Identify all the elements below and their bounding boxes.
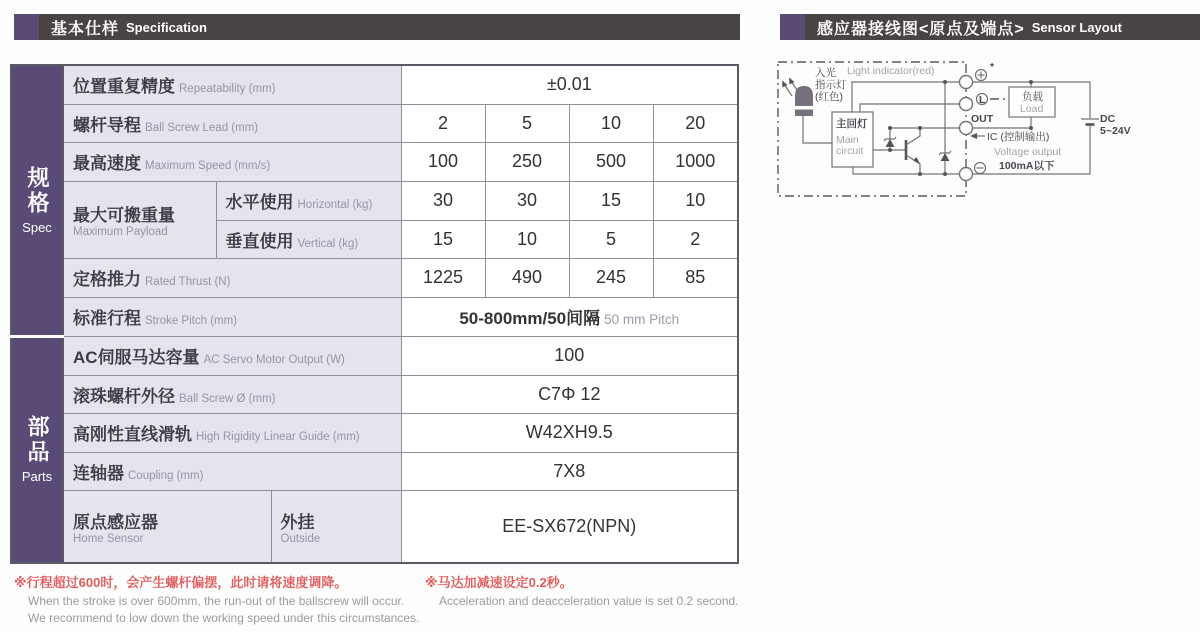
value-thrust-2: 490 — [485, 258, 569, 297]
label-en: Coupling (mm) — [128, 469, 204, 482]
footnote-en-line1: Acceleration and deacceleration value is set 0.2 second. — [439, 594, 739, 608]
label-en: Stroke Pitch (mm) — [145, 315, 238, 327]
sensor-header-bar — [805, 14, 1200, 40]
value-coupling: 7X8 — [401, 452, 738, 490]
label-en: AC Servo Motor Output (W) — [203, 354, 345, 366]
footnote-zh: ※行程超过600时，会产生螺杆偏摆，此时请将速度调降。 — [14, 575, 348, 590]
footnote-en-line2: We recommend to low down the working speed under this circumstances. — [28, 611, 420, 625]
current-limit-label: 100mA以下 — [999, 160, 1055, 172]
label-en: Home Sensor — [73, 532, 144, 545]
spec-section-header — [14, 14, 740, 40]
main-circuit-en2: circuit — [836, 145, 864, 157]
specification-table — [10, 64, 739, 564]
label-coupling — [63, 452, 401, 490]
section-parts — [11, 336, 63, 563]
value-speed-2: 250 — [485, 142, 569, 181]
section-spec — [11, 65, 63, 336]
label-zh: 连轴器 — [73, 463, 124, 483]
ic-label: IC (控制输出) — [987, 131, 1050, 143]
value-vertical-3: 5 — [569, 220, 653, 258]
led-label-line3: (红色) — [815, 91, 843, 103]
led-label-line2: 指示灯 — [815, 79, 847, 91]
label-rated-thrust — [63, 258, 401, 297]
label-en: Outside — [280, 532, 321, 545]
dc-range-label: 5~24V — [1100, 125, 1131, 137]
out-label: OUT — [971, 113, 994, 125]
load-en: Load — [1020, 103, 1044, 115]
table-row — [11, 336, 738, 375]
label-max-speed — [63, 142, 401, 181]
value-lead-3: 10 — [569, 104, 653, 142]
footnote-stroke-runout — [14, 572, 419, 625]
ic-arrow-icon — [970, 133, 985, 139]
value-horizontal-1: 30 — [401, 181, 485, 220]
table-row — [11, 65, 738, 104]
section-parts-en: Parts — [21, 469, 53, 485]
label-zh: 高刚性直线滑轨 — [73, 425, 192, 444]
accent-square — [780, 14, 805, 40]
label-zh: 定格推力 — [73, 270, 141, 289]
value-speed-4: 1000 — [653, 142, 738, 181]
load-zh: 负载 — [1022, 91, 1043, 103]
asterisk: * — [990, 61, 995, 73]
main-circuit-en1: Main — [836, 134, 859, 146]
sensor-header-title-zh: 感应器接线图<原点及端点> — [817, 20, 1025, 38]
stroke-value-en: 50 mm Pitch — [604, 312, 680, 327]
value-stroke-pitch — [401, 297, 738, 336]
table-row — [11, 375, 738, 413]
spec-header-title-zh: 基本仕样 — [51, 20, 120, 38]
label-en: Vertical (kg) — [297, 237, 359, 250]
label-zh: 最高速度 — [73, 154, 141, 173]
label-repeatability — [63, 65, 401, 104]
label-zh: 外挂 — [280, 512, 315, 532]
value-linear-guide: W42XH9.5 — [401, 413, 738, 452]
table-row — [11, 297, 738, 336]
value-home-sensor: EE-SX672(NPN) — [401, 490, 738, 563]
label-vertical — [216, 220, 401, 258]
label-en: Maximum Speed (mm/s) — [145, 160, 271, 172]
footnote-zh: ※马达加减速设定0.2秒。 — [425, 575, 573, 590]
table-row — [11, 258, 738, 297]
table-row — [11, 142, 738, 181]
spec-header-bar — [39, 14, 740, 40]
label-zh: 原点感应器 — [73, 512, 158, 532]
section-spec-en: Spec — [22, 219, 52, 235]
value-horizontal-2: 30 — [485, 181, 569, 220]
light-indicator-label: Light indicator(red) — [847, 65, 935, 77]
footnote-en-line1: When the stroke is over 600mm, the run-out of the ballscrew will occur. — [28, 594, 405, 608]
table-row — [11, 490, 738, 563]
label-outside — [271, 490, 401, 563]
stroke-value-zh: 50-800mm/50间隔 — [459, 309, 601, 328]
label-zh: 垂直使用 — [225, 231, 294, 251]
label-en: Repeatability (mm) — [179, 83, 276, 96]
label-en: Ball Screw Ø (mm) — [179, 392, 276, 405]
label-zh: 滚珠螺杆外径 — [73, 386, 175, 406]
value-servo-output: 100 — [401, 336, 738, 375]
label-zh: 水平使用 — [225, 193, 294, 212]
value-thrust-3: 245 — [569, 258, 653, 297]
label-en: Horizontal (kg) — [297, 199, 373, 211]
label-zh: 标准行程 — [73, 309, 141, 328]
value-lead-4: 20 — [653, 104, 738, 142]
label-en: Maximum Payload — [73, 226, 168, 238]
section-parts-zh: 部品 — [25, 415, 50, 466]
value-horizontal-3: 15 — [569, 181, 653, 220]
value-vertical-1: 15 — [401, 220, 485, 258]
label-ball-screw-lead — [63, 104, 401, 142]
footnote-acceleration — [425, 572, 739, 608]
sensor-header-title-en: Sensor Layout — [1031, 19, 1122, 35]
table-row — [11, 104, 738, 142]
label-stroke-pitch — [63, 297, 401, 336]
label-en: Ball Screw Lead (mm) — [145, 121, 259, 134]
value-speed-3: 500 — [569, 142, 653, 181]
sensor-layout-header — [780, 14, 1200, 40]
value-lead-1: 2 — [401, 104, 485, 142]
label-horizontal — [216, 181, 401, 220]
dc-label: DC — [1100, 113, 1116, 125]
sensor-wiring-diagram — [770, 50, 1200, 210]
led-label-line1: 入光 — [815, 67, 836, 79]
l-terminal-letter: L — [979, 94, 986, 106]
accent-square — [14, 14, 39, 40]
voltage-output-label: Voltage output — [994, 146, 1062, 158]
label-linear-guide — [63, 413, 401, 452]
section-spec-zh: 规格 — [25, 165, 50, 216]
value-speed-1: 100 — [401, 142, 485, 181]
table-row — [11, 413, 738, 452]
spec-header-title-en: Specification — [126, 19, 207, 35]
label-max-payload — [63, 181, 216, 258]
main-circuit-zh: 主回灯 — [836, 118, 868, 130]
value-thrust-1: 1225 — [401, 258, 485, 297]
value-ball-screw-diameter: C7Φ 12 — [401, 375, 738, 413]
value-vertical-4: 2 — [653, 220, 738, 258]
table-row — [11, 181, 738, 220]
label-en: Rated Thrust (N) — [145, 276, 231, 288]
value-repeatability: ±0.01 — [401, 65, 738, 104]
value-horizontal-4: 10 — [653, 181, 738, 220]
table-row — [11, 452, 738, 490]
label-zh: 最大可搬重量 — [73, 206, 175, 225]
label-home-sensor — [63, 490, 271, 563]
minus-terminal-icon — [975, 163, 986, 174]
label-zh: 螺杆导程 — [73, 115, 141, 135]
label-ball-screw-diameter — [63, 375, 401, 413]
plus-terminal-icon — [976, 70, 987, 81]
value-vertical-2: 10 — [485, 220, 569, 258]
label-en: High Rigidity Linear Guide (mm) — [196, 431, 360, 443]
label-zh: AC伺服马达容量 — [73, 348, 200, 367]
label-zh: 位置重复精度 — [73, 77, 175, 97]
label-servo-output — [63, 336, 401, 375]
value-thrust-4: 85 — [653, 258, 738, 297]
value-lead-2: 5 — [485, 104, 569, 142]
